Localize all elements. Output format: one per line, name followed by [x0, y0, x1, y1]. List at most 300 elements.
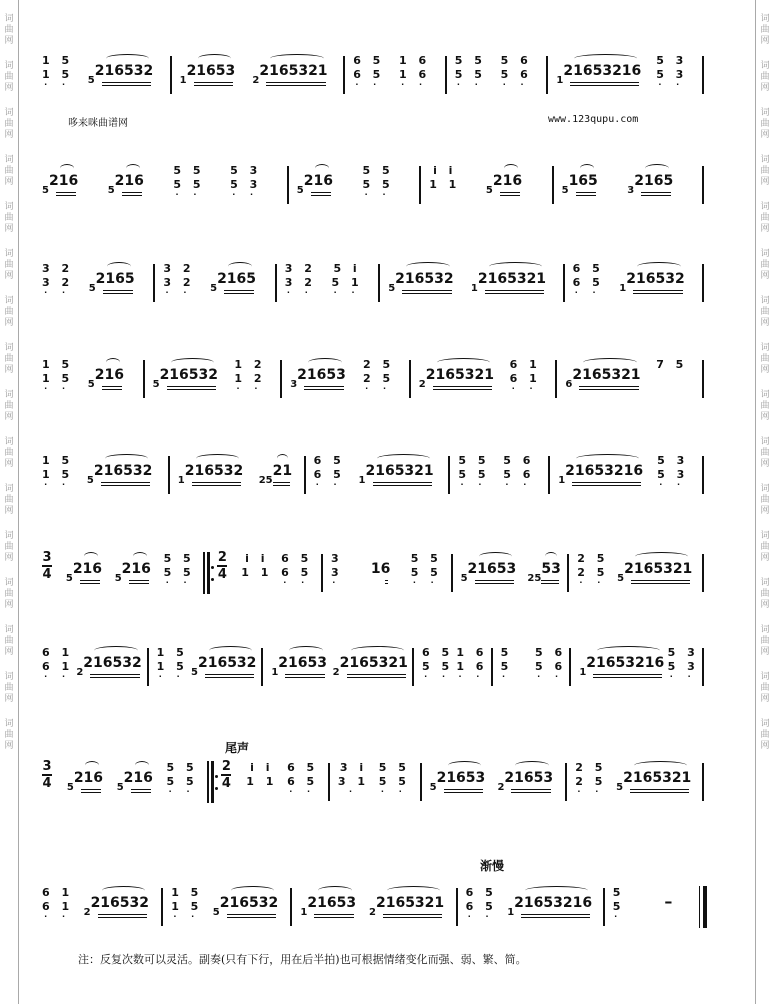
upper-notes: 6 5: [422, 646, 454, 659]
score-row: [0, 448, 774, 520]
beam-underline: [56, 195, 76, 196]
slur-mark: [489, 262, 542, 271]
slur-mark: [635, 552, 688, 561]
beam-underline: [541, 583, 558, 584]
octave-dots: · ·: [456, 80, 484, 89]
score-row: [0, 546, 774, 618]
upper-notes: 5 3: [230, 164, 262, 177]
watermark-glyph-group: 词 曲 网: [760, 343, 770, 375]
barline: [563, 264, 565, 302]
barline: [702, 554, 704, 592]
beam-underline: [314, 914, 354, 915]
score-row: [0, 48, 774, 120]
lead-note: 5: [86, 475, 94, 486]
run-notes: 21653: [278, 655, 328, 671]
octave-dots: · ·: [44, 912, 71, 921]
footnote: 注：反复次数可以灵活。副奏(只有下行，用在后半拍)也可根据情绪变化而强、弱、繁、简。: [78, 953, 527, 966]
grace-run: [258, 460, 293, 486]
site-url: www.123qupu.com: [548, 114, 639, 125]
barline: [168, 456, 170, 494]
upper-notes: 3 2: [163, 262, 195, 275]
run-notes: 21653: [436, 770, 486, 786]
lead-note: 2: [418, 379, 426, 390]
repeat-barline: [203, 552, 213, 594]
lead-note: 5: [210, 283, 218, 294]
barline: [569, 648, 571, 686]
octave-dots: · ·: [289, 787, 317, 796]
repeat-line: [207, 552, 210, 594]
lower-notes: 5 5: [378, 775, 410, 788]
beam-underline: [81, 789, 101, 790]
octave-dots: · ·: [236, 384, 264, 393]
grace-run: [371, 558, 390, 577]
slur-mark: [289, 646, 323, 655]
grace-run: [558, 460, 644, 486]
lead-note: 1: [470, 283, 478, 294]
grace-run: [179, 60, 236, 86]
octave-dots: · ·: [175, 190, 203, 199]
repeat-dot: [215, 775, 218, 778]
time-signature-numerator: 2: [217, 550, 227, 565]
beam-underline: [347, 677, 406, 678]
run-notes: 16: [370, 561, 391, 577]
beam-underline: [273, 482, 290, 483]
lower-notes: 1 1: [241, 566, 273, 579]
beam-underline: [304, 386, 344, 387]
note-stack: [241, 552, 272, 580]
lead-note: 25: [258, 475, 273, 486]
time-signature-denominator: 4: [42, 567, 52, 582]
octave-dots: · ·: [412, 578, 440, 587]
octave-dots: · ·: [364, 190, 392, 199]
grace-run: [485, 170, 523, 196]
note-stack: [503, 454, 534, 488]
lower-notes: 3 2: [284, 276, 316, 289]
beam-underline: [630, 789, 689, 790]
slur-mark: [105, 454, 148, 463]
beam-underline: [98, 914, 147, 915]
octave-dots: · ·: [460, 480, 488, 489]
upper-notes: 1 6: [456, 646, 488, 659]
note-stack: [42, 262, 73, 296]
note-stack: [285, 262, 316, 296]
lower-notes: 3 1: [337, 775, 370, 788]
repeat-line: [207, 761, 209, 803]
barline: [287, 166, 289, 204]
upper-notes: 6 5: [287, 761, 319, 774]
note-stack: [455, 54, 486, 88]
lower-notes: 5 1: [331, 276, 363, 289]
grace-run: [429, 767, 486, 793]
beam-underline: [500, 192, 520, 193]
slur-mark: [634, 761, 687, 770]
beam-underline: [273, 485, 290, 486]
section-label: 尾声: [225, 741, 250, 755]
run-notes: 21653216: [586, 655, 665, 671]
lower-notes: 1 5: [42, 68, 74, 81]
barline: [409, 360, 411, 398]
beam-underline: [593, 674, 662, 675]
watermark-glyph-group: 词 曲 网: [4, 249, 14, 281]
octave-dots: · ·: [511, 384, 539, 393]
run-notes: 21: [272, 463, 293, 479]
barline: [170, 56, 172, 94]
barline: [565, 763, 567, 801]
octave-dots: · ·: [502, 80, 530, 89]
watermark-glyph-group: 词 曲 网: [4, 719, 14, 751]
grace-run: [114, 558, 151, 584]
lower-notes: 5: [612, 900, 625, 913]
lead-note: 5: [152, 379, 160, 390]
grace-run: [619, 268, 685, 294]
slur-mark: [107, 262, 131, 271]
grace-run: [66, 767, 104, 793]
upper-notes: 5 5: [458, 454, 490, 467]
octave-dots: · ·: [333, 288, 361, 297]
beam-underline: [511, 792, 551, 793]
time-signature-denominator: 4: [42, 776, 52, 791]
run-notes: 2165: [217, 271, 257, 287]
watermark-glyph-group: 词 曲 网: [760, 202, 770, 234]
lead-note: 5: [616, 782, 624, 793]
beam-underline: [383, 914, 442, 915]
lower-notes: 6 5: [281, 566, 313, 579]
watermark-glyph-group: 词 曲 网: [4, 672, 14, 704]
note-stack: [332, 262, 363, 296]
barline: [343, 56, 345, 94]
beam-underline: [521, 917, 590, 918]
barline: [702, 56, 704, 94]
grace-run: [76, 652, 142, 678]
beam-underline: [485, 290, 544, 291]
octave-dots: · ·: [537, 672, 564, 681]
lower-notes: 2 5: [363, 372, 395, 385]
run-notes: 2165321: [425, 367, 494, 383]
beam-underline: [402, 290, 451, 291]
run-notes: 216: [94, 367, 124, 383]
lower-notes: 5 5: [163, 566, 195, 579]
grace-run: [116, 767, 153, 793]
lower-notes: 5 6: [503, 468, 535, 481]
lower-notes: 5 6: [500, 68, 532, 81]
time-signature: [221, 759, 231, 791]
slur-mark: [576, 454, 639, 463]
beam-underline: [511, 789, 551, 790]
beam-underline: [570, 85, 639, 86]
octave-dots: ·: [501, 672, 511, 681]
beam-underline: [129, 583, 149, 584]
run-notes: 2165: [634, 173, 674, 189]
barline: [451, 554, 453, 592]
beam-underline: [373, 482, 432, 483]
lead-note: 25: [527, 573, 542, 584]
run-notes: 21653216: [563, 63, 642, 79]
grace-run: [210, 268, 257, 294]
time-signature-denominator: 4: [217, 567, 227, 582]
lower-notes: 5 3: [230, 178, 262, 191]
slur-mark: [580, 164, 594, 173]
barline: [456, 888, 458, 926]
upper-notes: 1 5: [42, 358, 74, 371]
watermark-glyph-group: 词 曲 网: [760, 719, 770, 751]
upper-notes: 5: [612, 886, 625, 899]
upper-notes: 1 5: [156, 646, 188, 659]
watermark-glyph-group: 词 曲 网: [4, 390, 14, 422]
time-signature-denominator: 4: [221, 776, 231, 791]
grace-run: [358, 460, 434, 486]
beam-underline: [122, 195, 142, 196]
beam-underline: [192, 482, 241, 483]
grace-run: [527, 558, 561, 584]
octave-dots: · ·: [579, 578, 607, 587]
octave-dots: · ·: [458, 672, 486, 681]
lead-note: 5: [460, 573, 468, 584]
beam-underline: [80, 583, 100, 584]
upper-notes: 6 5: [281, 552, 313, 565]
lead-note: 5: [87, 379, 95, 390]
octave-dots: · ·: [44, 288, 71, 297]
lead-note: 1: [619, 283, 627, 294]
beam-underline: [633, 290, 682, 291]
lower-notes: 1 5: [156, 660, 188, 673]
beam-underline: [102, 82, 151, 83]
run-notes: 216: [73, 770, 104, 786]
note-stack: [234, 358, 265, 392]
run-notes: 2165321: [623, 770, 692, 786]
note-stack: [363, 358, 394, 392]
beam-underline: [90, 677, 139, 678]
beam-underline: [572, 485, 641, 486]
barline: [412, 648, 414, 686]
octave-dots: ·: [332, 578, 342, 587]
lead-note: 5: [191, 667, 198, 678]
grace-run: [579, 652, 665, 678]
octave-dots: · ·: [577, 787, 605, 796]
watermark-glyph-group: 词 曲 网: [760, 155, 770, 187]
note-stack: [657, 454, 688, 488]
beam-underline: [205, 677, 254, 678]
run-notes: 216532: [93, 463, 153, 479]
beam-underline: [98, 917, 147, 918]
lead-note: 1: [558, 475, 566, 486]
note-stack: [422, 646, 453, 680]
beam-underline: [102, 389, 122, 390]
slur-mark: [406, 262, 449, 271]
run-notes: 216532: [159, 367, 219, 383]
note-stack: [501, 646, 513, 680]
note-stack: [363, 164, 394, 198]
lead-note: 5: [87, 75, 95, 86]
lower-notes: 5 3: [656, 68, 688, 81]
beam-underline: [224, 293, 254, 294]
note-stack: [535, 646, 566, 680]
upper-notes: 1 5: [171, 886, 203, 899]
time-signature-numerator: 2: [221, 759, 231, 774]
beam-underline: [167, 389, 216, 390]
grace-run: [65, 558, 103, 584]
watermark-glyph-group: 词 曲 网: [4, 531, 14, 563]
note-stack: [173, 164, 204, 198]
run-notes: 216532: [83, 655, 142, 671]
note-stack: [314, 454, 345, 488]
lower-notes: 5 3: [657, 468, 689, 481]
note-stack: [399, 54, 430, 88]
note-stack: [42, 646, 73, 680]
lower-notes: 6 1: [509, 372, 541, 385]
grace-run: [252, 60, 328, 86]
lower-notes: 3 2: [42, 276, 74, 289]
upper-notes: 6 1: [509, 358, 541, 371]
octave-dots: · ·: [365, 384, 392, 393]
barline: [280, 360, 282, 398]
octave-dots: · ·: [380, 787, 408, 796]
lead-note: 1: [300, 907, 308, 918]
lower-notes: 1 2: [234, 372, 266, 385]
beam-underline: [194, 85, 234, 86]
slur-mark: [106, 358, 120, 367]
slur-mark: [102, 886, 145, 895]
repeat-line: [211, 761, 214, 803]
run-notes: 216532: [184, 463, 244, 479]
grace-run: [418, 364, 494, 390]
upper-notes: 6 5: [353, 54, 385, 67]
grace-run: [107, 170, 144, 196]
slur-mark: [315, 164, 329, 173]
watermark-glyph-group: 词 曲 网: [4, 202, 14, 234]
beam-underline: [576, 195, 596, 196]
grace-run: [497, 767, 554, 793]
score-row: [0, 880, 774, 952]
slur-mark: [308, 358, 342, 367]
watermark-glyph-group: 词 曲 网: [760, 484, 770, 516]
upper-notes: 6 5: [572, 262, 604, 275]
lower-notes: 1 5: [42, 468, 74, 481]
octave-dots: · ·: [44, 80, 71, 89]
barline: [546, 56, 548, 94]
lower-notes: 5 5: [362, 178, 394, 191]
beam-underline: [102, 386, 122, 387]
slur-mark: [574, 54, 637, 63]
grace-run: [290, 364, 346, 390]
beam-underline: [227, 917, 276, 918]
note-stack: [379, 761, 410, 795]
beam-underline: [572, 482, 641, 483]
beam-underline: [641, 192, 671, 193]
beam-underline: [266, 85, 325, 86]
slur-mark: [351, 646, 404, 655]
lead-note: 2: [369, 907, 376, 918]
watermark-glyph-group: 词 曲 网: [760, 437, 770, 469]
watermark-glyph-group: 词 曲 网: [4, 578, 14, 610]
run-notes: 2165321: [624, 561, 693, 577]
note-stack: [575, 761, 606, 795]
note-stack: [246, 761, 277, 789]
beam-underline: [311, 195, 331, 196]
run-notes: 216532: [219, 895, 279, 911]
lead-note: 5: [66, 782, 74, 793]
grace-run: [87, 60, 154, 86]
barline: [555, 360, 557, 398]
barline: [153, 264, 155, 302]
grace-run: [627, 170, 674, 196]
barline: [445, 56, 447, 94]
beam-underline: [347, 674, 406, 675]
run-notes: 216: [123, 770, 153, 786]
barline: [420, 763, 422, 801]
grace-run: [460, 558, 517, 584]
note-stack: [338, 761, 369, 795]
lower-notes: 5: [500, 660, 513, 673]
beam-underline: [633, 293, 682, 294]
barline: [261, 648, 263, 686]
watermark-glyph-group: 词 曲 网: [760, 108, 770, 140]
slur-mark: [94, 646, 137, 655]
lower-notes: 3 2: [163, 276, 195, 289]
grace-run: [616, 767, 692, 793]
note-stack: [573, 262, 604, 296]
slur-mark: [198, 54, 232, 63]
beam-underline: [521, 914, 590, 915]
lead-note: 3: [627, 185, 635, 196]
octave-dots: · ·: [232, 190, 260, 199]
run-notes: 21653: [504, 770, 554, 786]
upper-notes: 5 5: [173, 164, 205, 177]
octave-dots: · ·: [44, 480, 71, 489]
lead-note: 2: [332, 667, 340, 678]
barline: [378, 264, 380, 302]
upper-notes: 2 5: [575, 761, 607, 774]
lead-note: 5: [561, 185, 569, 196]
watermark-glyph-group: 词 曲 网: [760, 249, 770, 281]
lower-notes: 1 1: [246, 775, 278, 788]
watermark-glyph-group: 词 曲 网: [760, 61, 770, 93]
time-signature-numerator: 3: [42, 759, 52, 774]
beam-underline: [101, 485, 150, 486]
lead-note: 1: [556, 75, 564, 86]
octave-dots: · ·: [467, 912, 495, 921]
upper-notes: 5 5: [166, 761, 198, 774]
octave-dots: · ·: [424, 672, 451, 681]
watermark-glyph-group: 词 曲 网: [4, 625, 14, 657]
octave-dots: · ·: [165, 578, 193, 587]
run-notes: 216: [48, 173, 79, 189]
lower-notes: 5 5: [173, 178, 205, 191]
octave-dots: · ·: [173, 912, 201, 921]
upper-notes: 5 5: [362, 164, 394, 177]
beam-underline: [631, 580, 690, 581]
lead-note: 2: [497, 782, 505, 793]
slur-mark: [196, 454, 239, 463]
note-stack: [287, 761, 318, 795]
watermark-glyph-group: 词 曲 网: [760, 14, 770, 46]
beam-underline: [129, 580, 149, 581]
note-stack: [42, 454, 73, 488]
octave-dots: · ·: [401, 80, 428, 89]
slur-mark: [85, 761, 99, 770]
slur-mark: [106, 54, 149, 63]
lower-notes: 6 5: [313, 468, 345, 481]
run-notes: 216: [492, 173, 523, 189]
run-notes: 216: [114, 173, 144, 189]
beam-underline: [311, 192, 331, 193]
grace-run: [369, 892, 445, 918]
slur-mark: [133, 552, 147, 561]
slur-mark: [448, 761, 482, 770]
lower-notes: 5 5: [166, 775, 198, 788]
barline: [548, 456, 550, 494]
upper-notes: 7 5: [656, 358, 688, 371]
grace-run: [87, 364, 124, 390]
